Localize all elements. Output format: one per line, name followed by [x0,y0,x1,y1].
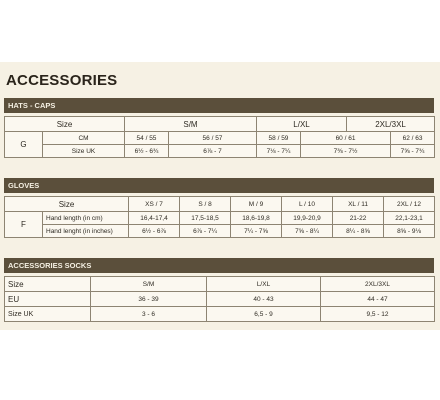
cell: 40 - 43 [207,292,321,307]
size-s: S / 8 [180,197,231,212]
cell: 17,5-18,5 [180,212,231,225]
cell: 2XL/3XL [321,277,435,292]
size-xs: XS / 7 [129,197,180,212]
cell: 18,6-19,8 [231,212,282,225]
size-label: Size [5,117,125,132]
hats-caps-header: HATS - CAPS [4,98,434,113]
row-label-hand-length-cm: Hand length (in cm) [43,212,129,225]
cell: 7⅜ - 7½ [301,145,391,158]
cell: 6⅞ - 7 [169,145,257,158]
size-sm: S/M [125,117,257,132]
cell: 36 - 39 [91,292,207,307]
size-label: Size [5,197,129,212]
cell: 6½ - 6⅞ [129,225,180,238]
group-letter: G [5,132,43,158]
cell: 19,9-20,9 [282,212,333,225]
page-title: ACCESSORIES [6,72,118,89]
cell: S/M [91,277,207,292]
cell: 9,5 - 12 [321,307,435,322]
cell: 7⅝ - 7¾ [391,145,435,158]
cell: 7¼ - 7⅝ [231,225,282,238]
size-xl: XL / 11 [333,197,384,212]
cell: 22,1-23,1 [384,212,435,225]
socks-eu-label: EU [5,292,91,307]
cell: 44 - 47 [321,292,435,307]
size-lxl: L/XL [257,117,347,132]
socks-header: ACCESSORIES SOCKS [4,258,434,273]
cell: 8¼ - 8⅝ [333,225,384,238]
row-label-hand-length-inches: Hand lenght (in inches) [43,225,129,238]
size-2xl3xl: 2XL/3XL [347,117,435,132]
cell: 16,4-17,4 [129,212,180,225]
cell: 3 - 6 [91,307,207,322]
row-label-size-uk: Size UK [43,145,125,158]
cell: 6,5 - 9 [207,307,321,322]
cell: 60 / 61 [301,132,391,145]
size-2xl: 2XL / 12 [384,197,435,212]
cell: 54 / 55 [125,132,169,145]
cell: 62 / 63 [391,132,435,145]
gloves-table [4,196,435,238]
cell: 6½ - 6¾ [125,145,169,158]
hats-caps-table [4,116,435,158]
row-label-cm: CM [43,132,125,145]
cell: 8⅝ - 9⅛ [384,225,435,238]
size-m: M / 9 [231,197,282,212]
cell: 56 / 57 [169,132,257,145]
cell: 58 / 59 [257,132,301,145]
cell: 21-22 [333,212,384,225]
socks-size-label: Size [5,277,91,292]
gloves-header: GLOVES [4,178,434,193]
socks-table [4,276,435,322]
cell: 6⅞ - 7¼ [180,225,231,238]
cell: 7⅛ - 7¼ [257,145,301,158]
size-l: L / 10 [282,197,333,212]
cell: 7⅝ - 8¼ [282,225,333,238]
group-letter: F [5,212,43,238]
cell: L/XL [207,277,321,292]
socks-uk-label: Size UK [5,307,91,322]
